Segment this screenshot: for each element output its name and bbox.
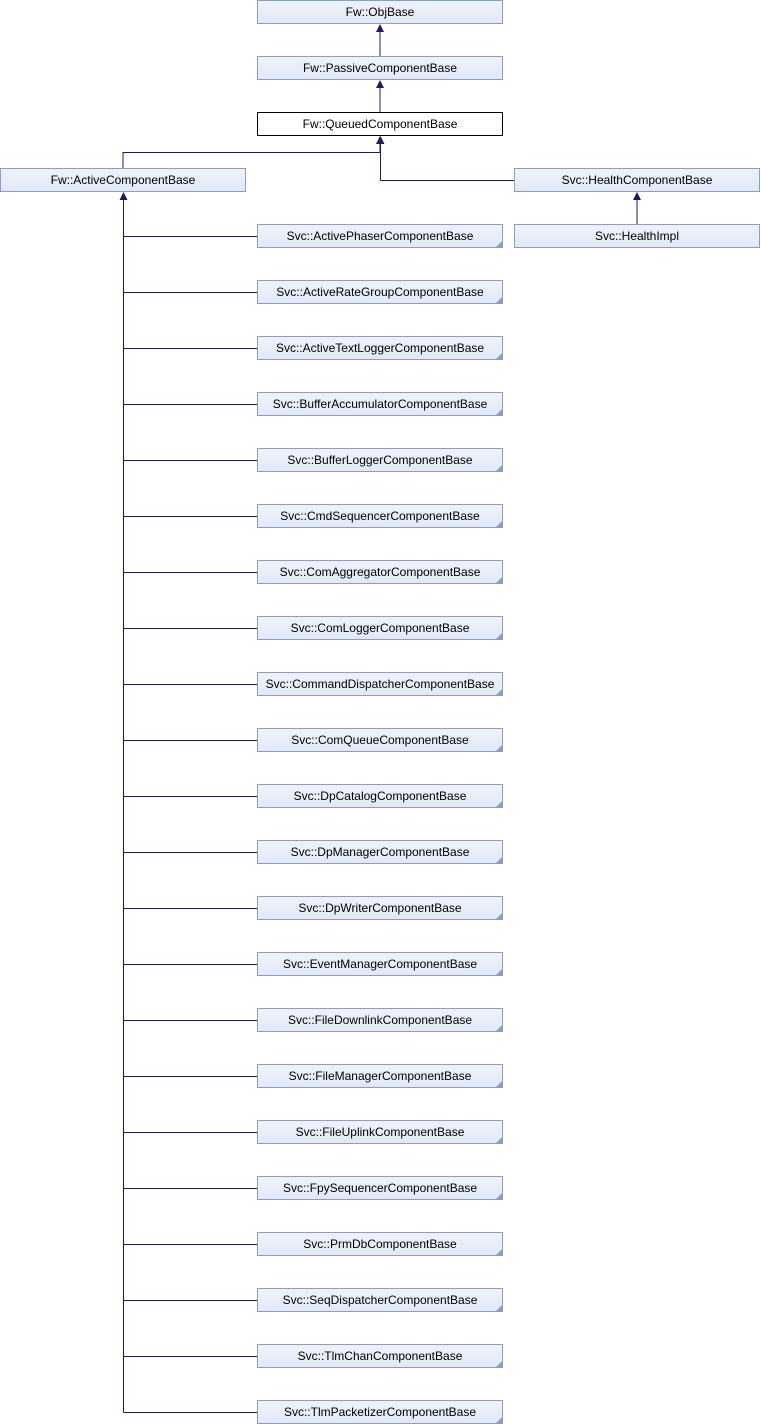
more-derived-corner-icon	[496, 297, 502, 303]
class-node-label: Svc::ComQueueComponentBase	[291, 733, 469, 747]
more-derived-corner-icon	[496, 577, 502, 583]
class-node-c1[interactable]	[257, 280, 503, 304]
class-node-c0[interactable]	[257, 224, 503, 248]
class-node-objbase[interactable]	[257, 0, 503, 24]
more-derived-corner-icon	[496, 465, 502, 471]
class-node-label: Svc::BufferAccumulatorComponentBase	[272, 397, 488, 411]
class-node-label: Svc::TlmChanComponentBase	[297, 1349, 463, 1363]
more-derived-corner-icon	[496, 857, 502, 863]
more-derived-corner-icon	[496, 1081, 502, 1087]
more-derived-corner-icon	[496, 1361, 502, 1367]
class-node-c11[interactable]	[257, 840, 503, 864]
more-derived-corner-icon	[496, 521, 502, 527]
class-node-c13[interactable]	[257, 952, 503, 976]
class-node-label: Svc::FpySequencerComponentBase	[282, 1181, 478, 1195]
class-node-label: Svc::EventManagerComponentBase	[282, 957, 478, 971]
more-derived-corner-icon	[496, 353, 502, 359]
class-node-c8[interactable]	[257, 672, 503, 696]
class-node-label: Svc::FileDownlinkComponentBase	[287, 1013, 473, 1027]
class-node-label: Svc::SeqDispatcherComponentBase	[282, 1293, 478, 1307]
class-node-label: Svc::DpManagerComponentBase	[290, 845, 470, 859]
class-node-c15[interactable]	[257, 1064, 503, 1088]
class-node-label: Fw::PassiveComponentBase	[302, 61, 458, 75]
more-derived-corner-icon	[496, 1305, 502, 1311]
class-node-label: Svc::CommandDispatcherComponentBase	[265, 677, 495, 691]
class-node-label: Svc::ActiveRateGroupComponentBase	[276, 285, 484, 299]
class-node-label: Svc::CmdSequencerComponentBase	[280, 509, 480, 523]
class-node-label: Fw::ActiveComponentBase	[50, 173, 196, 187]
class-node-c21[interactable]	[257, 1400, 503, 1424]
class-node-c16[interactable]	[257, 1120, 503, 1144]
more-derived-corner-icon	[496, 1137, 502, 1143]
class-node-c5[interactable]	[257, 504, 503, 528]
more-derived-corner-icon	[496, 241, 502, 247]
class-node-healthimpl[interactable]	[514, 224, 760, 248]
class-node-c14[interactable]	[257, 1008, 503, 1032]
class-node-label: Svc::DpCatalogComponentBase	[293, 789, 467, 803]
class-node-c20[interactable]	[257, 1344, 503, 1368]
class-node-c12[interactable]	[257, 896, 503, 920]
class-node-c17[interactable]	[257, 1176, 503, 1200]
class-node-label: Svc::ComAggregatorComponentBase	[279, 565, 481, 579]
more-derived-corner-icon	[496, 1249, 502, 1255]
inheritance-edge-active	[123, 153, 380, 169]
class-node-c7[interactable]	[257, 616, 503, 640]
class-node-c4[interactable]	[257, 448, 503, 472]
class-node-c18[interactable]	[257, 1232, 503, 1256]
more-derived-corner-icon	[496, 913, 502, 919]
more-derived-corner-icon	[496, 745, 502, 751]
class-node-label: Svc::ActivePhaserComponentBase	[286, 229, 474, 243]
class-node-label: Svc::DpWriterComponentBase	[298, 901, 462, 915]
class-node-passive[interactable]	[257, 56, 503, 80]
class-node-c10[interactable]	[257, 784, 503, 808]
more-derived-corner-icon	[496, 1417, 502, 1423]
class-node-label: Svc::FileUplinkComponentBase	[295, 1125, 465, 1139]
more-derived-corner-icon	[496, 1193, 502, 1199]
class-node-label: Svc::HealthComponentBase	[561, 173, 713, 187]
class-node-c19[interactable]	[257, 1288, 503, 1312]
class-node-c9[interactable]	[257, 728, 503, 752]
class-node-c2[interactable]	[257, 336, 503, 360]
class-node-label: Svc::ComLoggerComponentBase	[290, 621, 470, 635]
class-node-label: Svc::FileManagerComponentBase	[288, 1069, 472, 1083]
more-derived-corner-icon	[496, 801, 502, 807]
more-derived-corner-icon	[496, 633, 502, 639]
class-node-label: Svc::BufferLoggerComponentBase	[287, 453, 473, 467]
class-node-active[interactable]	[0, 168, 246, 192]
class-node-label: Svc::ActiveTextLoggerComponentBase	[275, 341, 485, 355]
class-node-c3[interactable]	[257, 392, 503, 416]
class-node-label: Svc::TlmPacketizerComponentBase	[283, 1405, 477, 1419]
class-node-label: Fw::QueuedComponentBase	[302, 117, 458, 131]
more-derived-corner-icon	[496, 409, 502, 415]
class-node-c6[interactable]	[257, 560, 503, 584]
class-node-health[interactable]	[514, 168, 760, 192]
more-derived-corner-icon	[496, 689, 502, 695]
class-node-queued	[257, 112, 503, 136]
class-node-label: Svc::HealthImpl	[594, 229, 680, 243]
more-derived-corner-icon	[496, 1025, 502, 1031]
class-node-label: Fw::ObjBase	[345, 5, 415, 19]
more-derived-corner-icon	[496, 969, 502, 975]
class-node-label: Svc::PrmDbComponentBase	[303, 1237, 457, 1251]
